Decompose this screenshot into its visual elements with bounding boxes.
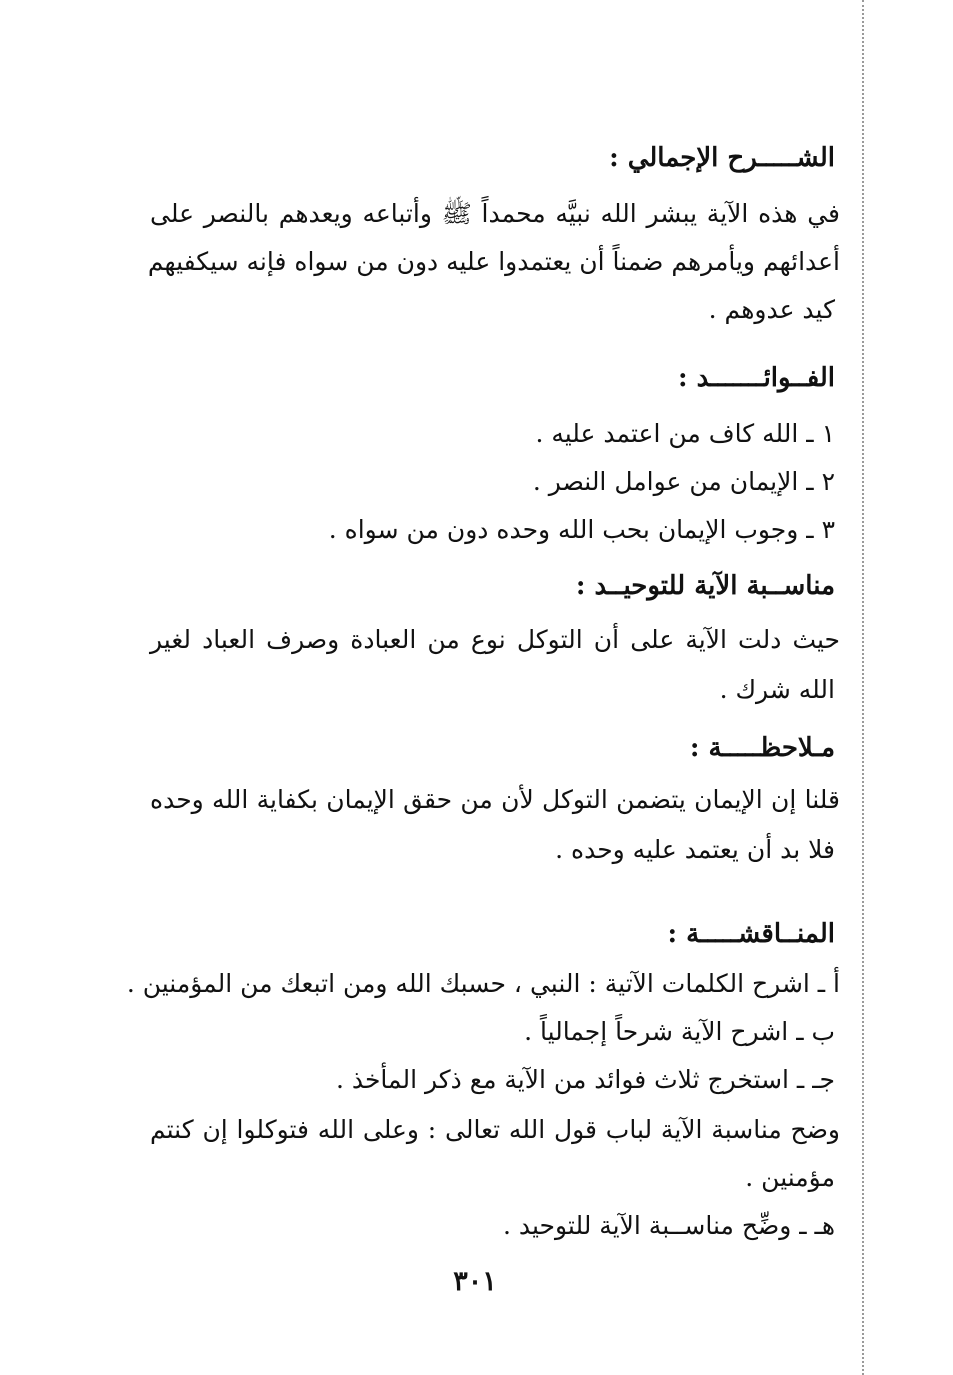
- relevance-line-1: حيث دلت الآية على أن التوكل نوع من العبادة وصرف العباد لغير: [150, 625, 840, 654]
- note-heading: مـلاحظـــــة :: [689, 733, 835, 763]
- benefits-heading: الفــوائـــــــد :: [677, 363, 835, 393]
- benefit-item-3: ٣ ـ وجوب الإيمان بحب الله وحده دون من سواه .: [328, 515, 835, 544]
- general-explanation-line-1: في هذه الآية يبشر الله نبيَّه محمداً ﷺ وأتباعه ويعدهم بالنصر على: [150, 199, 840, 228]
- general-explanation-heading: الشـــــرح الإجمالي :: [609, 143, 835, 173]
- discussion-item-b: ب ـ اشرح الآية شرحاً إجمالياً .: [524, 1017, 835, 1046]
- discussion-item-e: هـ ـ وضِّح مناســبة الآية للتوحيد .: [502, 1211, 835, 1240]
- discussion-item-d-line-2: مؤمنين .: [745, 1163, 835, 1192]
- discussion-item-d-line-1: وضح مناسبة الآية لباب قول الله تعالى : وعلى الله فتوكلوا إن كنتم: [150, 1115, 840, 1144]
- relevance-heading: مناســبة الآية للتوحيــد :: [575, 571, 835, 601]
- discussion-heading: المنــاقشـــــة :: [667, 919, 835, 949]
- relevance-line-2: الله شرك .: [719, 675, 835, 704]
- general-explanation-line-2: أعدائهم ويأمرهم ضمناً أن يعتمدوا عليه دون من سواه فإنه سيكفيهم: [147, 247, 840, 276]
- note-line-1: قلنا إن الإيمان يتضمن التوكل لأن من حقق الإيمان بكفاية الله وحده: [150, 785, 840, 814]
- note-line-2: فلا بد أن يعتمد عليه وحده .: [555, 835, 835, 864]
- scan-margin-dotted-line: [862, 0, 864, 1375]
- benefit-item-1: ١ ـ الله كاف من اعتمد عليه .: [535, 419, 835, 448]
- discussion-item-c: جـ ـ استخرج ثلاث فوائد من الآية مع ذكر المأخذ .: [335, 1065, 835, 1094]
- page-number: ٣٠١: [453, 1266, 497, 1297]
- benefit-item-2: ٢ ـ الإيمان من عوامل النصر .: [532, 467, 835, 496]
- general-explanation-line-3: كيد عدوهم .: [708, 295, 835, 324]
- discussion-item-a: أ ـ اشرح الكلمات الآتية : النبي ، حسبك الله ومن اتبعك من المؤمنين .: [126, 969, 840, 998]
